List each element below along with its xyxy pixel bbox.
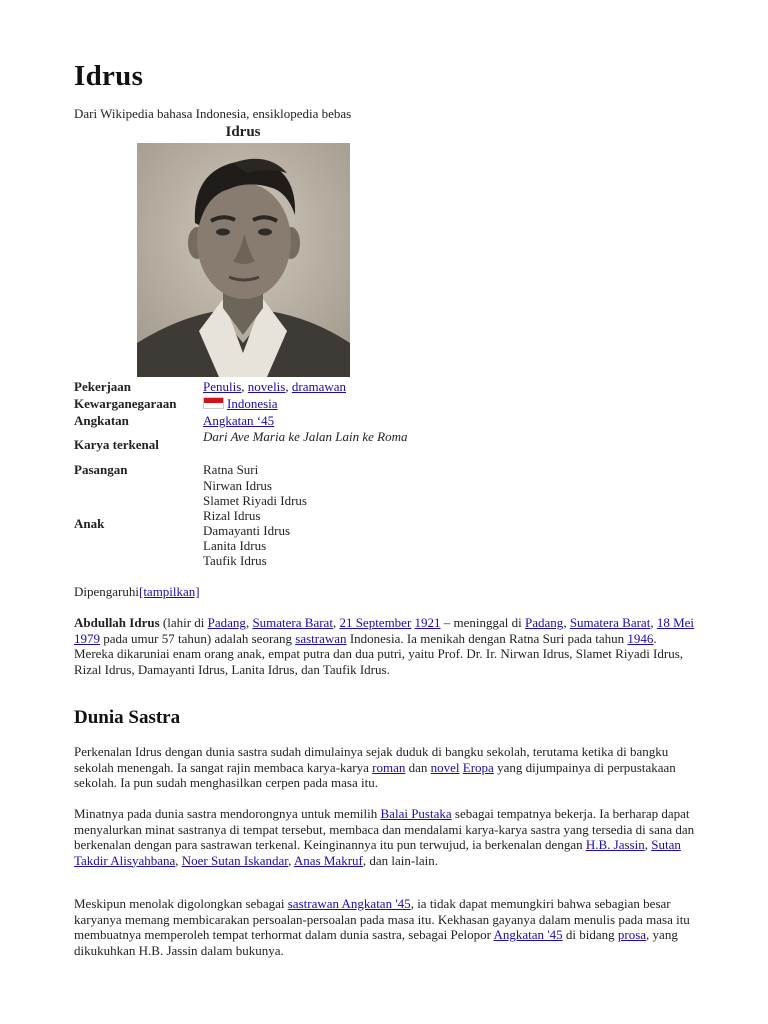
influence-row [74, 584, 200, 600]
infobox-value: Ratna Suri [203, 462, 259, 477]
text: Perkenalan Idrus dengan dunia sastra sudah dimulainya sejak duduk di bangku sekolah, terutama ketika di bangku sekolah menengah. Ia sangat rajin membaca karya-karya [74, 744, 669, 775]
child-name: Taufik Idrus [203, 553, 267, 568]
link-padang[interactable]: Padang [207, 615, 246, 630]
link-1946[interactable]: 1946 [627, 630, 654, 646]
intro-paragraph [74, 615, 699, 677]
text: , ia tidak dapat memungkiri bahwa sebagian besar karyanya memang membicarakan persoalan-persoalan pada masa itu. Kekhasan gayanya dalam menulis pada masa itu membuatnya memperoleh tempat terhormat dalam dunia sastra, sebagai Pelopor [74, 896, 690, 942]
text: (lahir di [159, 615, 208, 630]
text: , [288, 852, 294, 868]
link-novel[interactable]: novel [430, 759, 460, 775]
link-hb-jassin[interactable]: H.B. Jassin [585, 837, 645, 852]
link-sumatera-barat[interactable]: Sumatera Barat [252, 615, 333, 630]
paragraph [74, 806, 699, 868]
indonesia-flag-icon [203, 397, 224, 409]
influence-label: Dipengaruhi [74, 584, 139, 599]
infobox-value [203, 396, 418, 411]
link-roman[interactable]: roman [372, 759, 406, 775]
link-eropa[interactable]: Eropa [462, 759, 494, 775]
infobox-row-karya [74, 429, 419, 461]
infobox-value: Dari Ave Maria ke Jalan Lain ke Roma [203, 429, 408, 444]
infobox-label: Pasangan [74, 462, 128, 477]
link-1979[interactable]: 1979 [74, 630, 100, 646]
text: di bidang [562, 927, 618, 942]
infobox-label: Kewarganegaraan [74, 396, 177, 411]
infobox-value [203, 478, 418, 568]
infobox-value: Penulis, novelis, dramawan [203, 379, 346, 394]
child-name: Slamet Riyadi Idrus [203, 493, 307, 508]
link-penulis[interactable]: Penulis [203, 379, 242, 394]
infobox-value [203, 413, 418, 428]
text: dan [405, 759, 431, 775]
link-padang-2[interactable]: Padang [525, 615, 564, 630]
text: Minatnya pada dunia sastra mendorongnya untuk memilih [74, 806, 381, 821]
paragraph [74, 896, 699, 958]
portrait-photo [137, 143, 350, 377]
link-dramawan[interactable]: dramawan [291, 379, 346, 394]
page-title: Idrus [74, 60, 144, 92]
link-21-september[interactable]: 21 September [339, 615, 412, 630]
text: , [332, 615, 340, 630]
text: , [644, 837, 652, 852]
text: Meskipun menolak digolongkan sebagai [74, 896, 288, 911]
child-name: Damayanti Idrus [203, 523, 291, 538]
show-influence-toggle[interactable]: [tampilkan] [138, 584, 200, 599]
link-indonesia[interactable]: Indonesia [227, 396, 278, 411]
site-tagline: Dari Wikipedia bahasa Indonesia, ensiklopedia bebas [74, 106, 352, 121]
link-anas-makruf[interactable]: Anas Makruf [293, 852, 363, 868]
text: sebagai tempatnya bekerja. Ia berharap dapat menyalurkan minat sastranya di tempat tersebut, membaca dan mendalami karya-karya sastra yang tersedia di sana dan berkenalan dengan para sastrawan terkenal. Keinginannya itu pun terwujud, ia berkenalan dengan [74, 806, 695, 852]
paragraph [74, 744, 699, 791]
text: , [245, 615, 253, 630]
text: , yang dikukuhkan H.B. Jassin dalam bukunya. [74, 927, 678, 958]
link-novelis[interactable]: novelis [247, 379, 286, 394]
link-angkatan-45-prosa[interactable]: Angkatan '45 [493, 927, 563, 942]
text: – meninggal di [440, 615, 526, 630]
text: , [563, 615, 570, 630]
link-18-mei[interactable]: 18 Mei [656, 615, 695, 630]
portrait-image [137, 143, 350, 377]
section-heading-dunia-sastra: Dunia Sastra [74, 707, 181, 728]
infobox-label: Anak [74, 516, 105, 531]
link-angkatan-45[interactable]: Angkatan ‘45 [203, 413, 275, 428]
text: pada umur 57 tahun) adalah seorang [100, 630, 296, 646]
infobox-caption: Idrus [225, 124, 261, 140]
link-balai-pustaka[interactable]: Balai Pustaka [380, 806, 452, 821]
infobox-label: Angkatan [74, 413, 129, 428]
link-noer-sutan-iskandar[interactable]: Noer Sutan Iskandar [181, 852, 289, 868]
link-prosa[interactable]: prosa [617, 927, 647, 942]
text: , [175, 852, 182, 868]
child-name: Lanita Idrus [203, 538, 267, 553]
infobox-label: Pekerjaan [74, 379, 132, 394]
text: , dan lain-lain. [362, 852, 438, 868]
link-1921[interactable]: 1921 [414, 615, 441, 630]
text: , [650, 615, 657, 630]
infobox-label: Karya terkenal [74, 437, 159, 452]
child-name: Rizal Idrus [203, 508, 261, 523]
subject-name: Abdullah Idrus [74, 615, 160, 630]
text: . Mereka dikaruniai enam orang anak, empat putra dan dua putri, yaitu Prof. Dr. Ir. Nirwan Idrus, Slamet Riyadi Idrus, Rizal Idrus, Damayanti Idrus, Lanita Idrus, dan Taufik Idrus. [74, 630, 684, 677]
text: yang dijumpainya di perpustakaan sekolah. Ia pun sudah menghasilkan cerpen pada masa itu. [74, 759, 676, 790]
text: Indonesia. Ia menikah dengan Ratna Suri pada tahun [346, 630, 628, 646]
infobox-row-anak [74, 478, 419, 570]
link-sumatera-barat-2[interactable]: Sumatera Barat [569, 615, 651, 630]
child-name: Nirwan Idrus [203, 478, 272, 493]
link-sastrawan-angkatan-45[interactable]: sastrawan Angkatan '45 [287, 896, 411, 911]
link-sutan-takdir-alisyahbana[interactable]: Sutan Takdir Alisyahbana [74, 837, 681, 868]
link-sastrawan[interactable]: sastrawan [295, 630, 347, 646]
